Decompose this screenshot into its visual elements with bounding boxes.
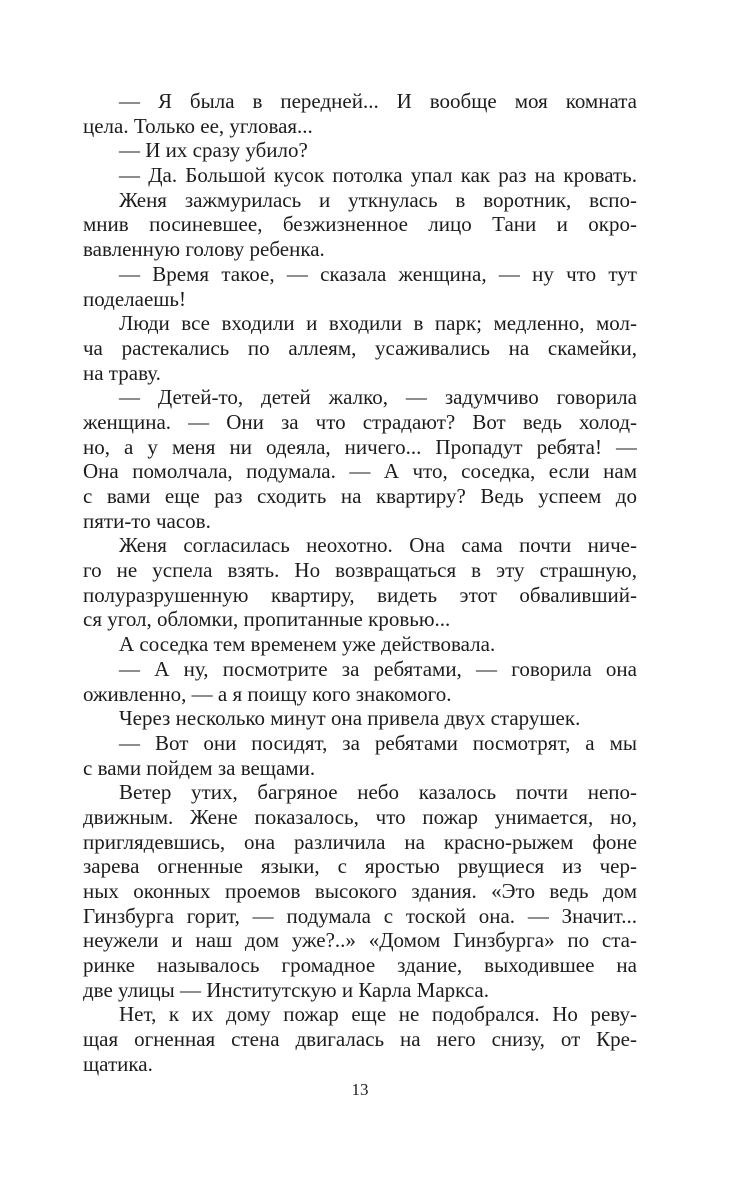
text-line: — А ну, посмотрите за ребятами, — говорила она bbox=[119, 656, 637, 681]
text-line: женщина. — Они за что страдают? Вот ведь холод- bbox=[83, 409, 637, 434]
text-column bbox=[83, 89, 637, 1077]
text-line: — Вот они посидят, за ребятами посмотрят, а мы bbox=[119, 730, 637, 755]
text-line: мнив посиневшее, безжизненное лицо Тани и окро- bbox=[83, 212, 637, 237]
text-line: неужели и наш дом уже?..» «Домом Гинзбурга» по ста- bbox=[83, 928, 637, 953]
paragraph bbox=[83, 632, 637, 657]
text-line: Она помолчала, подумала. — А что, соседка, если нам bbox=[83, 459, 637, 484]
text-line: А соседка тем временем уже действовала. bbox=[119, 632, 496, 657]
text-line: движным. Жене показалось, что пожар унимается, но, bbox=[83, 804, 637, 829]
paragraph bbox=[83, 657, 637, 706]
text-line: — И их сразу убило? bbox=[119, 138, 308, 163]
text-line: го не успела взять. Но возвращаться в эту страшную, bbox=[83, 558, 637, 583]
text-line: Через несколько минут она привела двух старушек. bbox=[119, 706, 581, 731]
text-line: Женя зажмурилась и уткнулась в воротник, вспо- bbox=[119, 187, 637, 212]
paragraph bbox=[83, 385, 637, 533]
text-line: но, а у меня ни одеяла, ничего... Пропадут ребята! — bbox=[83, 434, 637, 459]
paragraph bbox=[83, 188, 637, 262]
text-line: две улицы — Институтскую и Карла Маркса. bbox=[83, 977, 489, 1002]
text-line: с вами пойдем за вещами. bbox=[83, 755, 316, 780]
paragraph bbox=[83, 311, 637, 385]
text-line: щая огненная стена двигалась на него снизу, от Кре- bbox=[83, 1027, 637, 1052]
text-line: ных оконных проемов высокого здания. «Это ведь дом bbox=[83, 879, 637, 903]
text-line: ринке называлось громадное здание, выходившее на bbox=[83, 953, 637, 978]
text-line: цела. Только ее, угловая... bbox=[83, 113, 313, 138]
text-line: оживленно, — а я поищу кого знакомого. bbox=[83, 681, 452, 706]
paragraph bbox=[83, 1002, 637, 1076]
page-number: 13 bbox=[351, 1080, 369, 1099]
text-line: полуразрушенную квартиру, видеть этот обваливший- bbox=[83, 582, 637, 607]
text-line: ся угол, обломки, пропитанные кровью... bbox=[83, 607, 451, 632]
text-line: поделаешь! bbox=[83, 286, 187, 311]
text-line: Нет, к их дому пожар еще не подобрался. Но реву- bbox=[119, 1002, 637, 1027]
text-line: Ветер утих, багряное небо казалось почти непо- bbox=[119, 780, 637, 805]
paragraph bbox=[83, 533, 637, 632]
text-line: Гинзбурга горит, — подумала с тоской она. — Значит... bbox=[83, 903, 637, 928]
paragraph bbox=[83, 706, 637, 731]
text-line: — Я была в передней... И вообще моя комната bbox=[119, 89, 637, 113]
paragraph bbox=[83, 138, 637, 163]
text-line: щатика. bbox=[83, 1051, 153, 1076]
text-line: — Время такое, — сказала женщина, — ну что тут bbox=[119, 261, 637, 286]
text-line: на траву. bbox=[83, 360, 161, 385]
paragraph bbox=[83, 780, 637, 1002]
text-line: вавленную голову ребенка. bbox=[83, 237, 325, 262]
paragraph bbox=[83, 163, 637, 188]
text-line: — Детей-то, детей жалко, — задумчиво говорила bbox=[119, 385, 637, 410]
text-line: зарева огненные языки, с яростью рвущиеся из чер- bbox=[83, 854, 637, 879]
text-line: — Да. Большой кусок потолка упал как раз на кровать. bbox=[119, 163, 637, 188]
text-line: пяти-то часов. bbox=[83, 508, 211, 533]
paragraph bbox=[83, 262, 637, 311]
text-line: с вами еще раз сходить на квартиру? Ведь успеем до bbox=[83, 484, 637, 508]
paragraph bbox=[83, 731, 637, 780]
text-line: Люди все входили и входили в парк; медленно, мол- bbox=[119, 311, 637, 336]
text-line: ча растекались по аллеям, усаживались на скамейки, bbox=[83, 335, 637, 360]
paragraph bbox=[83, 89, 637, 138]
text-line: приглядевшись, она различила на красно-рыжем фоне bbox=[83, 829, 637, 854]
text-line: Женя согласилась неохотно. Она сама почти ниче- bbox=[119, 533, 637, 558]
